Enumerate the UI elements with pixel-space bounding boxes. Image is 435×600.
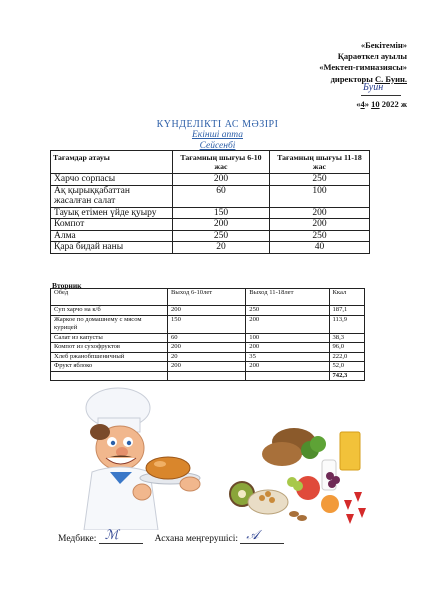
table-row bbox=[51, 352, 365, 362]
dish-name: Салат из капусты bbox=[51, 333, 168, 343]
portion-11-18: 100 bbox=[246, 333, 329, 343]
portion-6-10: 60 bbox=[168, 333, 246, 343]
ru-header-row bbox=[51, 289, 365, 306]
kcal: 96,0 bbox=[329, 343, 365, 353]
table-row bbox=[51, 242, 370, 254]
portion-11-18: 200 bbox=[269, 219, 369, 231]
portion-11-18: 40 bbox=[269, 242, 369, 254]
ru-day-label: Вторник bbox=[52, 281, 82, 290]
table-row bbox=[51, 174, 370, 186]
footer-signatures bbox=[58, 527, 388, 544]
chef-signature-scribble: 𝒜 bbox=[246, 527, 259, 542]
total-empty bbox=[246, 371, 329, 381]
director-label: директоры bbox=[330, 73, 373, 84]
ru-header-6-10: Выход 6-10лет bbox=[168, 289, 246, 306]
chef-illustration bbox=[40, 380, 215, 530]
dish-name: Компот из сухофруктов bbox=[51, 343, 168, 353]
dish-name: Харчо сорпасы bbox=[51, 174, 173, 186]
chef-label: Асхана меңгерушісі: bbox=[154, 534, 239, 544]
director-signature bbox=[361, 81, 401, 96]
portion-6-10: 200 bbox=[173, 174, 270, 186]
table-row bbox=[51, 207, 370, 219]
nurse-signature bbox=[99, 527, 143, 544]
table-row bbox=[51, 362, 365, 372]
portion-6-10: 20 bbox=[173, 242, 270, 254]
dish-name: Ақ қырыққабаттан жасалған салат bbox=[51, 185, 173, 207]
approval-line-1: «Бекітемін» bbox=[360, 40, 407, 50]
director-signature-scribble: Буин bbox=[363, 81, 384, 93]
approval-line-3: «Мектеп-гимназиясы» bbox=[319, 62, 407, 73]
kz-header-name: Тағамдар атауы bbox=[51, 151, 173, 174]
kz-header-row bbox=[51, 151, 370, 174]
approval-date: «4» 10 2022 ж bbox=[356, 99, 407, 110]
dish-name: Фрукт яблоко bbox=[51, 362, 168, 372]
dish-name: Алма bbox=[51, 230, 173, 242]
date-year: 2022 ж bbox=[381, 99, 407, 110]
date-day: 4 bbox=[360, 99, 365, 110]
table-row bbox=[51, 333, 365, 343]
ru-header-name: Обед bbox=[51, 289, 168, 306]
portion-6-10: 250 bbox=[173, 230, 270, 242]
dish-name: Тауық етімен үйде қуыру bbox=[51, 207, 173, 219]
nurse-signature-scribble: ℳ bbox=[104, 527, 119, 542]
kcal: 52,0 bbox=[329, 362, 365, 372]
portion-11-18: 250 bbox=[269, 230, 369, 242]
portion-6-10: 150 bbox=[168, 315, 246, 333]
table-row bbox=[51, 219, 370, 231]
portion-6-10: 200 bbox=[173, 219, 270, 231]
ru-header-11-18: Выход 11-18лет bbox=[246, 289, 329, 306]
kcal-total: 742,3 bbox=[329, 371, 365, 381]
table-row bbox=[51, 185, 370, 207]
kcal: 187,1 bbox=[329, 306, 365, 316]
ru-menu-table bbox=[50, 288, 365, 381]
table-row bbox=[51, 315, 365, 333]
date-month: 10 bbox=[371, 99, 380, 110]
menu-title: КҮНДЕЛІКТІ АС МӘЗІРІ bbox=[156, 119, 279, 130]
table-row bbox=[51, 230, 370, 242]
table-row bbox=[51, 306, 365, 316]
menu-week: Екінші апта bbox=[191, 130, 243, 140]
director-name: С. Буин. bbox=[375, 73, 407, 84]
portion-6-10: 150 bbox=[173, 207, 270, 219]
portion-6-10: 60 bbox=[173, 185, 270, 207]
kcal: 38,3 bbox=[329, 333, 365, 343]
kz-header-11-18: Тағамның шығуы 11-18 жас bbox=[269, 151, 369, 174]
dish-name: Хлеб ржанобпшеничный bbox=[51, 352, 168, 362]
approval-block bbox=[237, 40, 407, 110]
dish-name: Жаркое по домашнему с мясом курицей bbox=[51, 315, 168, 333]
food-illustration bbox=[222, 422, 374, 530]
portion-11-18: 100 bbox=[269, 185, 369, 207]
portion-11-18: 200 bbox=[246, 315, 329, 333]
portion-11-18: 200 bbox=[269, 207, 369, 219]
kcal: 113,9 bbox=[329, 315, 365, 333]
menu-day: Сейсенбі bbox=[199, 141, 236, 151]
chef-signature bbox=[240, 527, 284, 544]
kcal: 222,0 bbox=[329, 352, 365, 362]
menu-header bbox=[0, 119, 435, 152]
portion-11-18: 35 bbox=[246, 352, 329, 362]
dish-name: Компот bbox=[51, 219, 173, 231]
portion-6-10: 200 bbox=[168, 306, 246, 316]
approval-line-2: Қараөткел ауылы bbox=[337, 51, 407, 62]
dish-name: Қара бидай наны bbox=[51, 242, 173, 254]
portion-6-10: 20 bbox=[168, 352, 246, 362]
table-row bbox=[51, 343, 365, 353]
portion-6-10: 200 bbox=[168, 362, 246, 372]
portion-11-18: 200 bbox=[246, 362, 329, 372]
dish-name: Суп харчо на к/б bbox=[51, 306, 168, 316]
signature-line bbox=[237, 81, 407, 99]
ru-header-kcal: Ккал bbox=[329, 289, 365, 306]
nurse-label: Медбике: bbox=[58, 534, 97, 544]
kz-menu-table bbox=[50, 150, 370, 254]
portion-6-10: 200 bbox=[168, 343, 246, 353]
portion-11-18: 200 bbox=[246, 343, 329, 353]
kz-header-6-10: Тағамның шығуы 6-10 жас bbox=[173, 151, 270, 174]
portion-11-18: 250 bbox=[246, 306, 329, 316]
portion-11-18: 250 bbox=[269, 174, 369, 186]
